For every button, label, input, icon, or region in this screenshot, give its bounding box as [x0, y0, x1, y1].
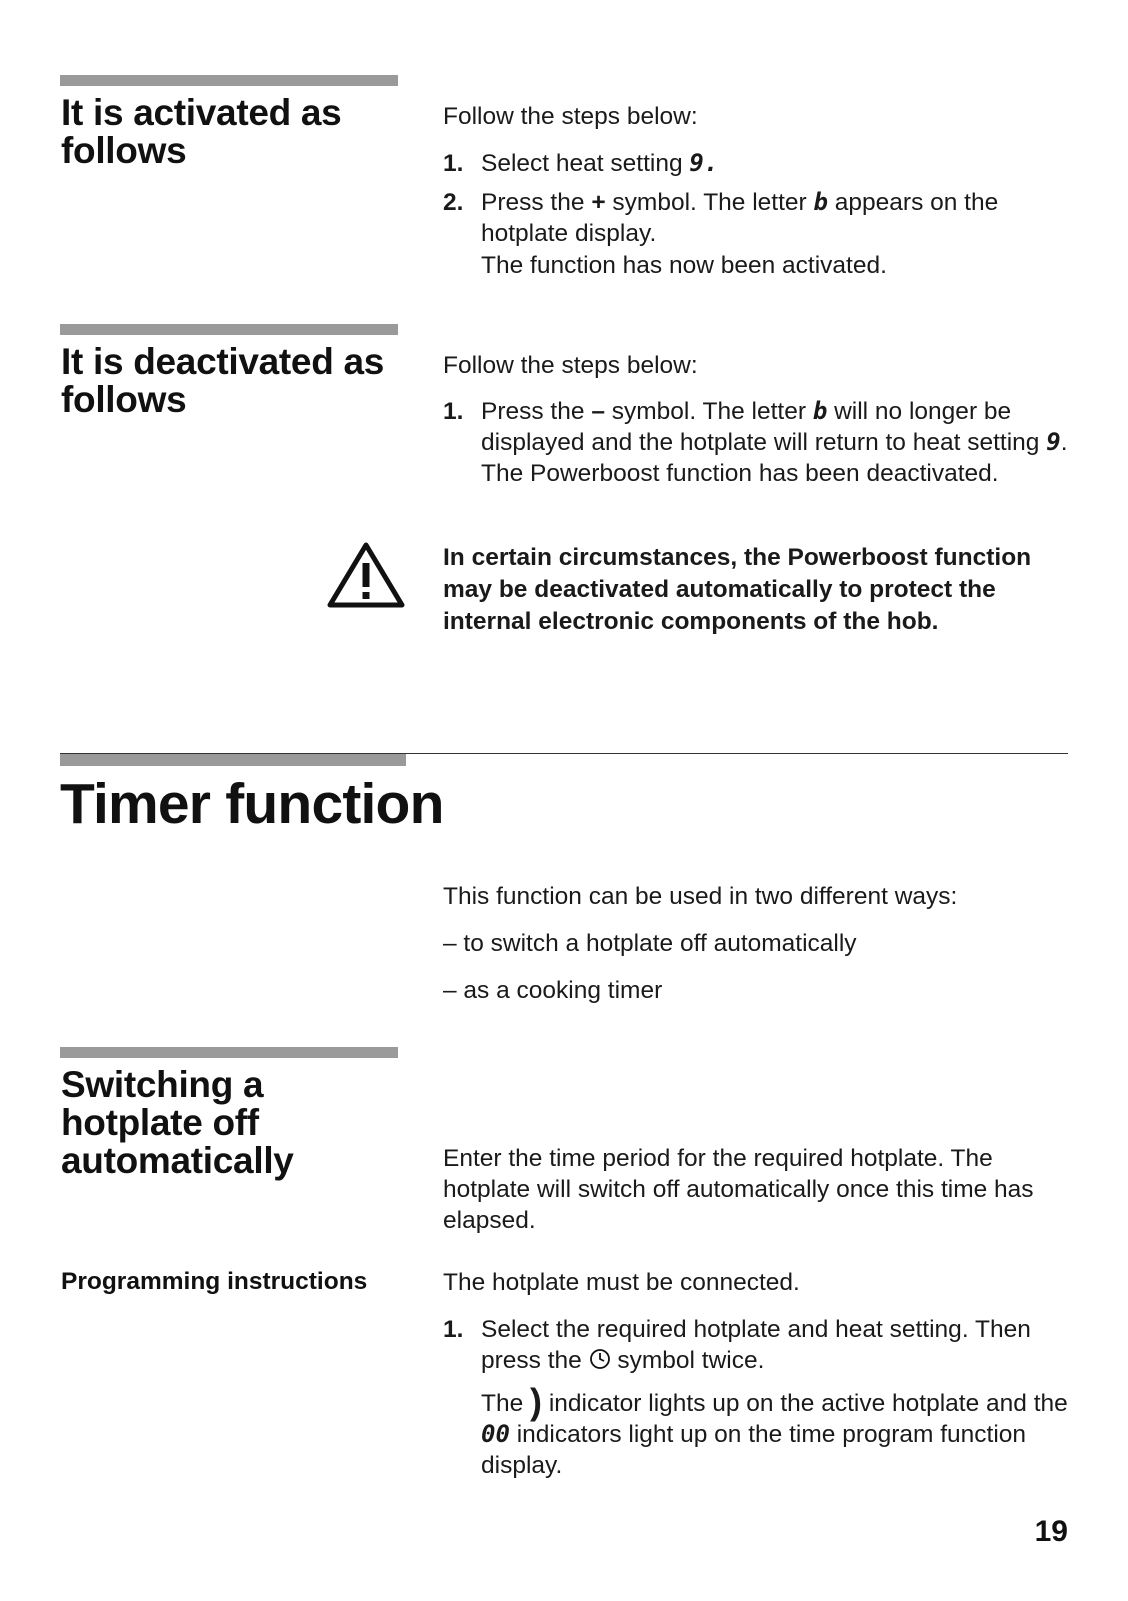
page-number: 19 [1034, 1515, 1068, 1548]
step-text: indicators light up on the time program function display. [481, 1421, 1027, 1479]
step-number: 2. [443, 189, 464, 216]
section-bar-timer [60, 754, 406, 766]
step-result: The function has now been activated. [481, 252, 887, 279]
section-bar-deactivate [60, 324, 398, 335]
deactivate-step-1 [443, 396, 1068, 489]
warning-triangle-icon [326, 541, 406, 609]
timer-intro: This function can be used in two different ways: [443, 883, 958, 910]
activate-intro: Follow the steps below: [443, 103, 698, 130]
section-bar-switch-off [60, 1047, 398, 1058]
timer-use-1: – to switch a hotplate off automatically [443, 930, 857, 957]
heading-switch-off: Switching a hotplate off automatically [61, 1064, 294, 1181]
step-text: Select heat setting [481, 150, 690, 177]
step-number: 1. [443, 1316, 464, 1343]
precondition-text: The hotplate must be connected. [443, 1269, 800, 1296]
warning-text: In certain circumstances, the Powerboost function may be deactivated automatically to protect the internal electronic components of the hob. [443, 544, 1032, 635]
step-number: 1. [443, 398, 464, 425]
step-text: symbol twice. [610, 1347, 765, 1374]
letter-b-glyph: b [812, 397, 828, 425]
clock-icon [589, 1348, 611, 1370]
activate-step-2 [443, 187, 1068, 281]
programming-instructions-heading: Programming instructions [61, 1268, 368, 1295]
step-text: Press the [481, 398, 592, 425]
heat-setting-glyph: 9. [689, 149, 719, 177]
step-text: . [1060, 429, 1068, 456]
hotplate-indicator-glyph: ) [530, 1381, 543, 1422]
section-bar-activate [60, 75, 398, 86]
program-step-1 [443, 1314, 1068, 1481]
heading-deactivate: It is deactivated as follows [61, 341, 385, 420]
step-text: The [481, 1390, 531, 1417]
minus-symbol: – [591, 398, 605, 425]
activate-step-1 [443, 148, 1068, 179]
step-text: symbol. The letter [604, 398, 813, 425]
deactivate-intro: Follow the steps below: [443, 352, 698, 379]
page-title: Timer function [60, 772, 444, 836]
timer-use-2: – as a cooking timer [443, 977, 663, 1004]
step-text: appears on the hotplate display. [481, 189, 999, 247]
letter-b-glyph: b [813, 188, 828, 216]
step-number: 1. [443, 150, 464, 177]
heading-activate: It is activated as follows [61, 92, 342, 171]
switch-off-description: Enter the time period for the required hotplate. The hotplate will switch off automatically once this time has elapsed. [443, 1145, 1034, 1234]
heat-setting-glyph: 9 [1046, 428, 1061, 456]
step-text: Press the [481, 189, 592, 216]
time-indicator-glyph: 00 [481, 1420, 510, 1448]
plus-symbol: + [591, 189, 606, 216]
step-text: symbol. The letter [605, 189, 814, 216]
step-text: Select the required hotplate and heat setting. Then press the [481, 1316, 1031, 1374]
step-text: indicator lights up on the active hotplate and the [542, 1390, 1068, 1417]
step-result: The Powerboost function has been deactivated. [481, 460, 999, 487]
step-text: will no longer be displayed and the hotplate will return to heat setting [481, 398, 1047, 456]
